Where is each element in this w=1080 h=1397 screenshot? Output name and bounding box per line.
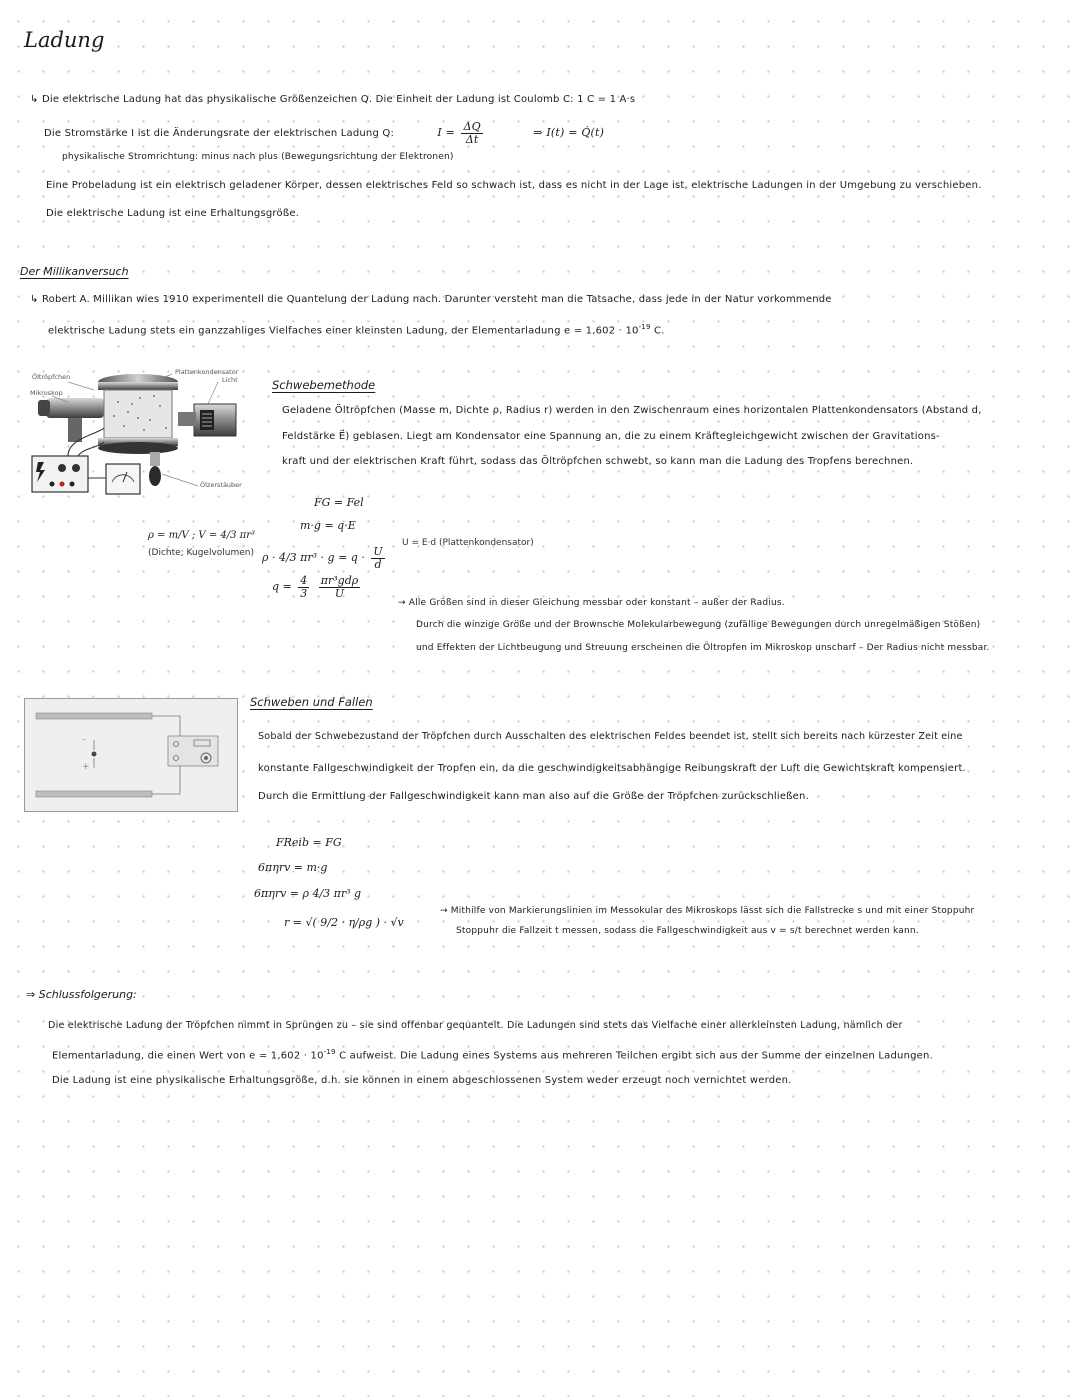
side-note-density-label: (Dichte; Kugelvolumen) <box>148 548 255 558</box>
intro-line-5: Die elektrische Ladung ist eine Erhaltungsgröße. <box>46 208 300 219</box>
schwebe-eq-3 <box>262 546 388 570</box>
schwebe-eq-3-fraction <box>371 546 384 570</box>
page-title: Ladung <box>24 28 105 52</box>
fallen-eq-4: r = √( 9/2 · η/ρg ) · √v <box>284 916 404 929</box>
schwebe-eq-4-left: q = <box>272 580 292 594</box>
intro-line-3: physikalische Stromrichtung: minus nach plus (Bewegungsrichtung der Elektronen) <box>62 152 454 162</box>
millikan-heading: Der Millikanversuch <box>20 265 129 278</box>
voltage-source <box>168 736 218 766</box>
label-plattenkondensator: Plattenkondensator <box>175 368 239 376</box>
schwebe-eq-4 <box>272 575 363 599</box>
label-mikroskop: Mikroskop <box>30 389 63 397</box>
intro-line-2-text: Die Stromstärke I ist die Änderungsrate der elektrischen Ladung Q: <box>44 128 395 140</box>
schluss-paragraph-3: Die Ladung ist eine physikalische Erhaltungsgröße, d.h. sie können in einem abgeschlossenen System weder erzeugt noch vernichtet werden. <box>52 1075 792 1086</box>
fallen-paragraph-1: Sobald der Schwebezustand der Tröpfchen durch Ausschalten des elektrischen Feldes beendet ist, stellt sich bereits nach kürzester Zeit eine <box>258 731 963 742</box>
oil-droplet <box>92 752 97 757</box>
bottom-plate <box>36 791 152 797</box>
current-eq-fraction <box>461 121 482 145</box>
plate-capacitor-diagram <box>24 698 238 812</box>
top-plate <box>36 713 152 719</box>
millikan-line-2-text: elektrische Ladung stets ein ganzzahliges Vielfaches einer kleinsten Ladung, der Elementarladung e = 1,602 · 10 <box>48 325 639 337</box>
schwebe-paragraph-3: kraft und der elektrischen Kraft führt, sodass das Öltröpfchen schwebt, so kann man die Ladung des Tropfens berechnen. <box>282 456 914 467</box>
microscope-tube <box>46 398 104 418</box>
side-note-density: ρ = m/V ; V = 4/3 πr³ <box>148 530 256 541</box>
schwebe-paragraph-1: Geladene Öltröpfchen (Masse m, Dichte ρ, Radius r) werden in den Zwischenraum eines horizontalen Plattenkondensators (Abstand d, <box>282 405 982 416</box>
current-eq-denominator: Δt <box>465 132 479 146</box>
label-oeltroepfchen: Öltröpfchen <box>32 373 71 381</box>
schwebe-eq-1: FG = Fel <box>314 496 364 509</box>
schwebe-eq-4-fraction <box>319 575 360 599</box>
current-eq-left: I = <box>437 126 456 140</box>
schwebe-eq-2: m·g = q·E <box>300 519 356 532</box>
schwebe-eq-4-const-den: 3 <box>300 586 308 600</box>
schwebe-eq-4-denominator: U <box>334 586 345 600</box>
side-note-voltage: U = E·d (Plattenkondensator) <box>402 538 534 548</box>
schlussfolgerung-heading: ⇒ Schlussfolgerung: <box>26 988 137 1001</box>
schluss-paragraph-2 <box>52 1048 933 1061</box>
schluss-paragraph-2-text: Elementarladung, die einen Wert von e = 1,602 · 10 <box>52 1050 324 1062</box>
fallen-note-1: → Mithilfe von Markierungslinien im Messokular des Mikroskops lässt sich die Fallstrecke s und mit einer Stoppuhr <box>440 906 975 916</box>
schwebe-eq-3-left: ρ · 4/3 πr³ · g = q · <box>262 551 365 565</box>
voltmeter <box>106 464 140 494</box>
millikan-line-1: ↳ Robert A. Millikan wies 1910 experimentell die Quantelung der Ladung nach. Darunter versteht man die Tatsache, dass jede in der Natur vorkommende <box>30 294 832 305</box>
current-eq-numerator: ΔQ <box>463 120 481 133</box>
schluss-paragraph-1: Die elektrische Ladung der Tröpfchen nimmt in Sprüngen zu – sie sind offenbar gequantelt. Die Ladungen sind stets das Vielfache einer allerkleinsten Ladung, nämlich der <box>48 1020 903 1031</box>
fallen-eq-1: FReib = FG <box>276 836 342 849</box>
millikan-line-2 <box>48 323 665 336</box>
fallen-paragraph-3: Durch die Ermittlung der Fallgeschwindigkeit kann man also auf die Größe der Tröpfchen zurückschließen. <box>258 791 809 802</box>
millikan-exponent: -19 <box>638 323 651 331</box>
fallen-paragraph-2: konstante Fallgeschwindigkeit der Tropfen ein, da die geschwindigkeitsabhängige Reibungskraft der Luft die Gewichtskraft kompensiert. <box>258 763 966 774</box>
diagram-minus-sign: – <box>82 735 87 745</box>
schwebe-eq-3-numerator: U <box>373 545 383 558</box>
schwebemethode-heading: Schwebemethode <box>272 378 376 392</box>
diagram-plus-sign: + <box>82 762 90 772</box>
fallen-eq-3: 6πηrv = ρ 4/3 πr³ g <box>254 887 362 900</box>
schwebe-paragraph-2: Feldstärke E⃗) geblasen. Liegt am Kondensator eine Spannung an, die zu einem Kräftegleichgewicht zwischen der Gravitations- <box>282 431 940 442</box>
schwebe-eq-4-const-fraction <box>298 575 309 599</box>
intro-line-4: Eine Probeladung ist ein elektrisch geladener Körper, dessen elektrisches Feld so schwach ist, dass es nicht in der Lage ist, elektrische Ladungen in der Umgebung zu verschieben. <box>46 180 982 191</box>
intro-line-2 <box>44 121 604 145</box>
schwebe-eq-4-numerator: πr³gdρ <box>320 574 359 587</box>
schluss-exponent: -19 <box>323 1048 336 1056</box>
schluss-paragraph-2-rest: C aufweist. Die Ladung eines Systems aus mehreren Teilchen ergibt sich aus der Summe der einzelnen Ladungen. <box>335 1050 933 1062</box>
millikan-unit: C. <box>650 325 665 337</box>
intro-line-1: ↳ Die elektrische Ladung hat das physikalische Größenzeichen Q. Die Einheit der Ladung ist Coulomb C: 1 C = 1 A·s <box>30 94 636 105</box>
schweben-fallen-heading: Schweben und Fallen <box>250 695 373 709</box>
schwebe-eq-3-denominator: d <box>374 557 382 571</box>
fallen-eq-2: 6πηrv = m·g <box>258 861 328 874</box>
label-oelzerstaeuber: Ölzerstäuber <box>200 481 242 489</box>
schwebe-note-3: und Effekten der Lichtbeugung und Streuung erscheinen die Öltropfen im Mikroskop unscharf – Der Radius nicht messbar. <box>416 643 990 653</box>
fallen-note-2: Stoppuhr die Fallzeit t messen, sodass die Fallgeschwindigkeit aus v = s/t berechnet werden kann. <box>456 926 919 936</box>
schwebe-eq-4-const-num: 4 <box>300 574 308 587</box>
schwebe-note-1: → Alle Größen sind in dieser Gleichung messbar oder konstant – außer der Radius. <box>398 598 785 608</box>
label-licht: Licht <box>222 376 238 384</box>
schwebe-note-2: Durch die winzige Größe und der Brownsche Molekularbewegung (zufällige Bewegungen durch unregelmäßigen Stößen) <box>416 620 981 630</box>
current-eq-right: ⇒ I(t) = Q̇(t) <box>533 126 605 140</box>
